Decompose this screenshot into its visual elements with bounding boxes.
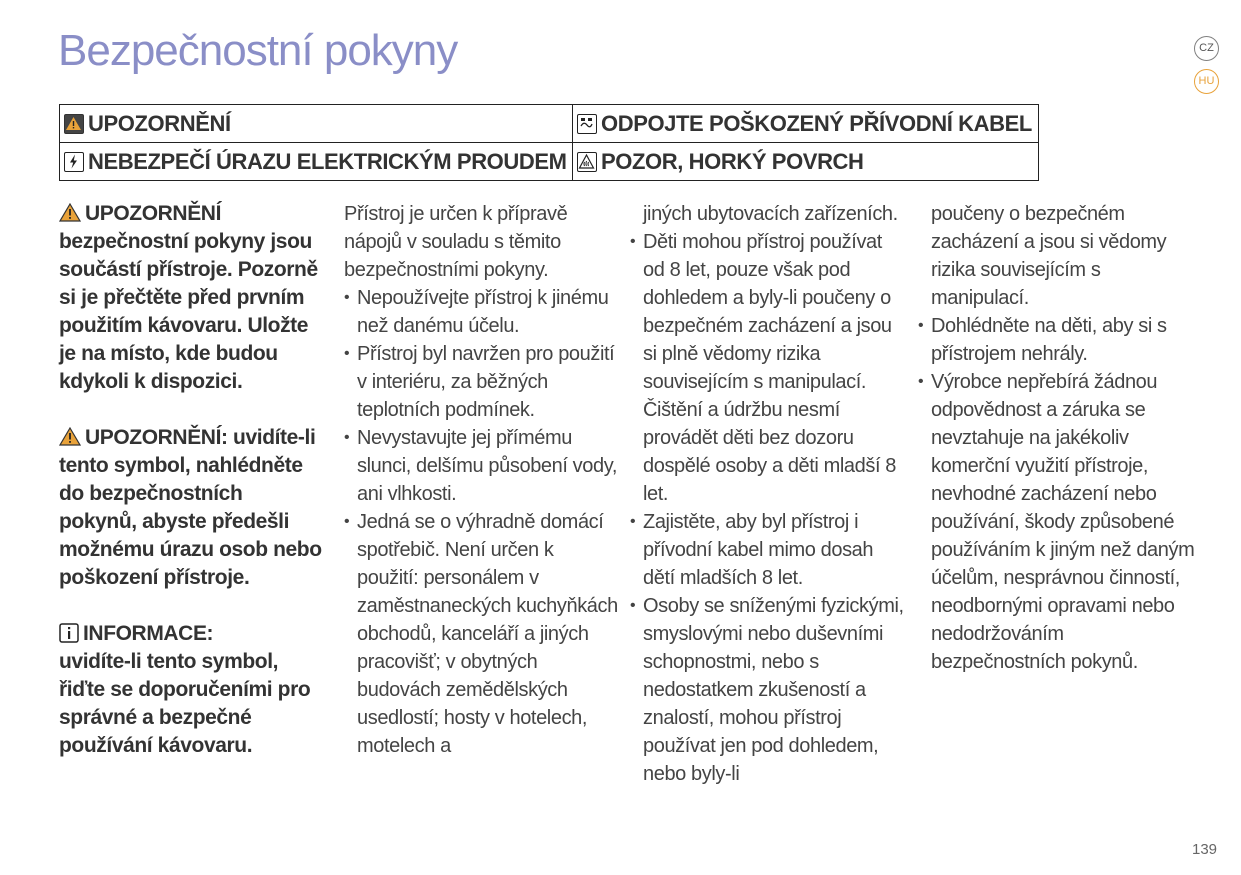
symbol-cell-electric bbox=[60, 143, 573, 181]
list-item: • Přístroj byl navržen pro použití v interiéru, za běžných teplotních podmínek. bbox=[344, 340, 619, 424]
warning-triangle-icon bbox=[59, 427, 81, 446]
symbol-label-warning: UPOZORNĚNÍ bbox=[88, 110, 231, 136]
warning-icon bbox=[64, 114, 84, 134]
language-badge-cz[interactable]: CZ bbox=[1194, 36, 1219, 61]
column-usage bbox=[344, 200, 619, 760]
list-item: • Osoby se sníženými fyzickými, smyslovými nebo duševními schopnostmi, nebo s nedostatkem zkušeností a znalostí, mohou přístroj používat jen pod dohledem, nebo byly-li bbox=[630, 592, 905, 788]
symbol-label-electric: NEBEZPEČÍ ÚRAZU ELEKTRICKÝM PROUDEM bbox=[88, 148, 567, 174]
lightning-icon bbox=[64, 152, 84, 172]
warning-symbol-text: uvidíte-li tento symbol, nahlédněte do bezpečnostních pokynů, abyste předešli možnému úrazu osob nebo poškození přístroje. bbox=[59, 426, 322, 589]
warning-label: UPOZORNĚNÍ bbox=[85, 202, 222, 225]
list-item: • Děti mohou přístroj používat od 8 let, pouze však pod dohledem a byly-li poučeny o bezpečném zacházení a jsou si plně vědomy rizika souvisejícím s manipulací. Čištění a údržbu nesmí provádět děti bez dozoru dospělé osoby a děti mladší 8 let. bbox=[630, 228, 905, 508]
warning-symbol-label: UPOZORNĚNÍ: bbox=[85, 426, 228, 449]
continued-text: poučeny o bezpečném zacházení a jsou si vědomy rizika souvisejícím s manipulací. bbox=[931, 203, 1167, 309]
liability-list bbox=[918, 312, 1198, 676]
hot-surface-icon bbox=[577, 152, 597, 172]
language-badge-hu[interactable]: HU bbox=[1194, 69, 1219, 94]
symbol-cell-warning bbox=[60, 105, 573, 143]
warning-block bbox=[59, 200, 324, 396]
symbol-label-hot: POZOR, HORKÝ POVRCH bbox=[601, 148, 864, 174]
list-item: • Výrobce nepřebírá žádnou odpovědnost a záruka se nevztahuje na jakékoliv komerční využití přístroje, nevhodné zacházení nebo používání, škody způsobené používáním k jiným než daným účelům, nesprávnou činností, neodbornými opravami nebo nedodržováním bezpečnostních pokynů. bbox=[918, 368, 1198, 676]
warning-symbol-block bbox=[59, 424, 324, 592]
list-item: • Nevystavujte jej přímému slunci, delšímu působení vody, ani vlhkosti. bbox=[344, 424, 619, 508]
symbol-legend-table bbox=[59, 104, 1039, 181]
symbol-label-unplug: ODPOJTE POŠKOZENÝ PŘÍVODNÍ KABEL bbox=[601, 110, 1032, 136]
usage-intro: Přístroj je určen k přípravě nápojů v souladu s těmito bezpečnostními pokyny. bbox=[344, 203, 568, 281]
column-liability bbox=[918, 200, 1198, 676]
warning-text: bezpečnostní pokyny jsou součástí přístroje. Pozorně si je přečtěte před prvním použitím kávovaru. Uložte je na místo, kde budou kdykoli k dispozici. bbox=[59, 230, 318, 393]
unplug-icon bbox=[577, 114, 597, 134]
list-item: • Zajistěte, aby byl přístroj i přívodní kabel mimo dosah dětí mladších 8 let. bbox=[630, 508, 905, 592]
information-block bbox=[59, 620, 324, 760]
usage-list bbox=[344, 284, 619, 760]
symbol-cell-hot bbox=[573, 143, 1039, 181]
symbol-cell-unplug bbox=[573, 105, 1039, 143]
info-icon bbox=[59, 623, 79, 643]
list-item: • Nepoužívejte přístroj k jinému než danému účelu. bbox=[344, 284, 619, 340]
information-label: INFORMACE: bbox=[83, 622, 214, 645]
list-item: • Dohlédněte na děti, aby si s přístrojem nehrály. bbox=[918, 312, 1198, 368]
information-text: uvidíte-li tento symbol, řiďte se doporučeními pro správné a bezpečné používání kávovaru. bbox=[59, 650, 311, 757]
children-list bbox=[630, 228, 905, 788]
page-number: 139 bbox=[1192, 841, 1218, 858]
continued-text: jiných ubytovacích zařízeních. bbox=[643, 203, 898, 225]
list-item: • Jedná se o výhradně domácí spotřebič. Není určen k použití: personálem v zaměstnaneckých kuchyňkách obchodů, kanceláří a jiných pracovišť; v obytných budovách zemědělských usedlostí; hosty v hotelech, motelech a bbox=[344, 508, 619, 760]
warning-triangle-icon bbox=[59, 203, 81, 222]
column-intro bbox=[59, 200, 324, 788]
page-title: Bezpečnostní pokyny bbox=[58, 26, 458, 75]
column-children bbox=[630, 200, 905, 788]
